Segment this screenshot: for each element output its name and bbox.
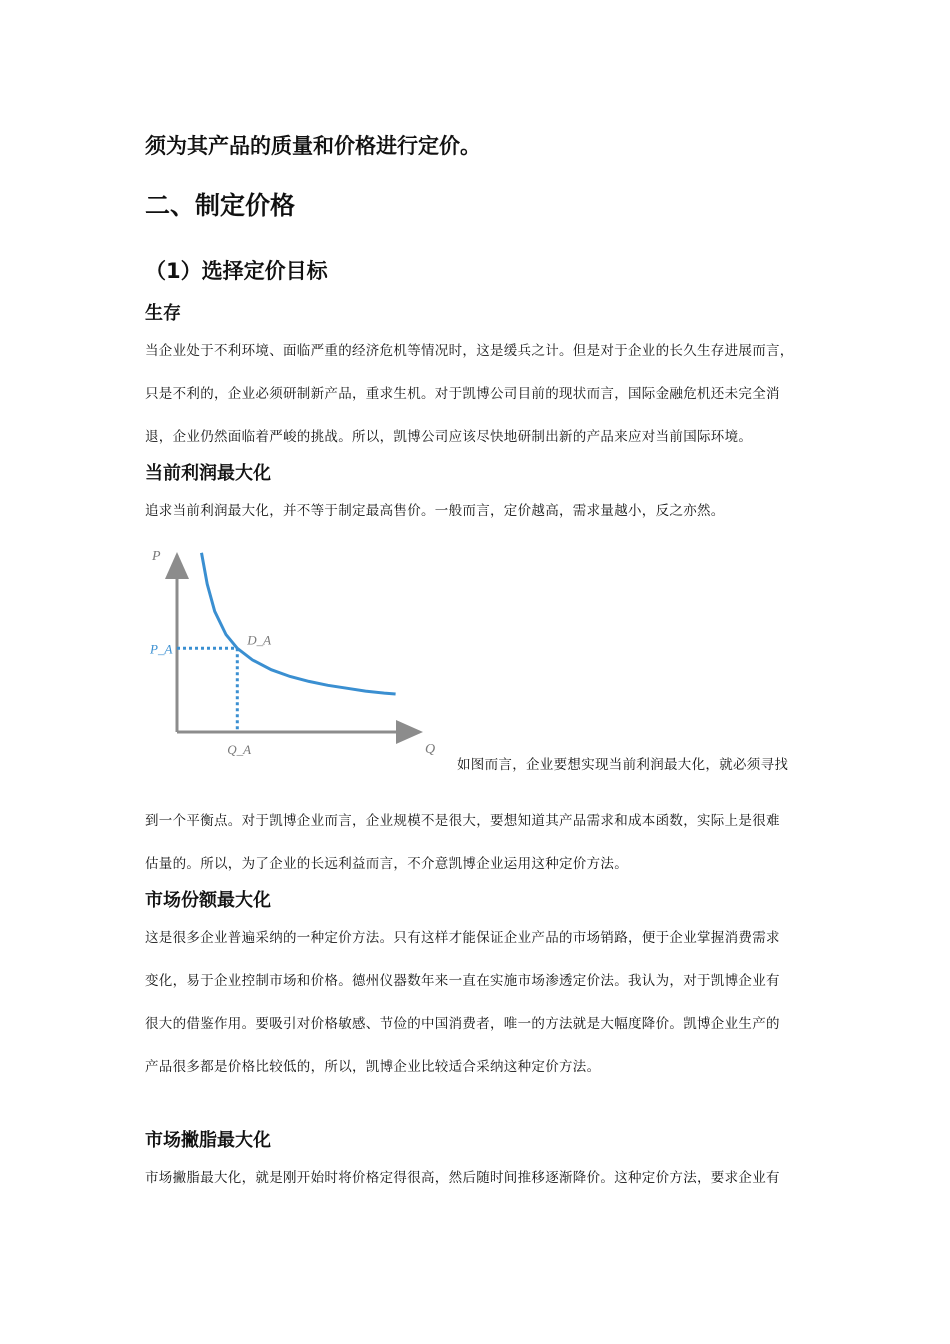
paragraph-line: 只是不利的，企业必须研制新产品，重求生机。对于凯博公司目前的现状而言，国际金融危机还未完全消 <box>145 386 780 402</box>
demand-curve <box>202 553 396 694</box>
paragraph-line: 变化，易于企业控制市场和价格。德州仪器数年来一直在实施市场渗透定价法。我认为，对于凯博企业有 <box>145 973 780 989</box>
quantity-label: Q_A <box>227 742 252 757</box>
paragraph-line: 估量的。所以，为了企业的长远利益而言，不介意凯博企业运用这种定价方法。 <box>145 856 628 872</box>
lead-line: 须为其产品的质量和价格进行定价。 <box>145 134 481 158</box>
price-label: P_A <box>150 641 173 657</box>
paragraph-line: 很大的借鉴作用。要吸引对价格敏感、节俭的中国消费者，唯一的方法就是大幅度降价。凯博企业生产的 <box>145 1016 780 1032</box>
paragraph-line: 当企业处于不利环境、面临严重的经济危机等情况时，这是缓兵之计。但是对于企业的长久生存进展而言， <box>145 343 794 359</box>
heading-survival: 生存 <box>145 303 181 324</box>
paragraph-line: 如图而言，企业要想实现当前利润最大化，就必须寻找 <box>457 757 789 773</box>
subsection-heading: （1）选择定价目标 <box>145 259 328 283</box>
paragraph-line: 到一个平衡点。对于凯博企业而言，企业规模不是很大，要想知道其产品需求和成本函数，实际上是很难 <box>145 813 780 829</box>
heading-skimming: 市场撇脂最大化 <box>145 1130 271 1151</box>
heading-profit: 当前利润最大化 <box>145 463 271 484</box>
y-axis-label: P <box>152 549 161 564</box>
x-axis-label: Q <box>425 742 436 757</box>
paragraph-line: 退，企业仍然面临着严峻的挑战。所以，凯博公司应该尽快地研制出新的产品来应对当前国际环境。 <box>145 429 753 445</box>
paragraph-line: 这是很多企业普遍采纳的一种定价方法。只有这样才能保证企业产品的市场销路，便于企业掌握消费需求 <box>145 930 780 946</box>
demand-point-label: D_A <box>247 632 272 648</box>
paragraph-line: 市场撇脂最大化，就是刚开始时将价格定得很高，然后随时间推移逐渐降价。这种定价方法，要求企业有 <box>145 1170 780 1186</box>
demand-curve-chart <box>140 535 440 760</box>
section-heading: 二、制定价格 <box>145 191 296 220</box>
heading-market-share: 市场份额最大化 <box>145 890 271 911</box>
paragraph-line: 追求当前利润最大化，并不等于制定最高售价。一般而言，定价越高，需求量越小，反之亦然。 <box>145 503 725 519</box>
paragraph-line: 产品很多都是价格比较低的，所以，凯博企业比较适合采纳这种定价方法。 <box>145 1059 601 1075</box>
